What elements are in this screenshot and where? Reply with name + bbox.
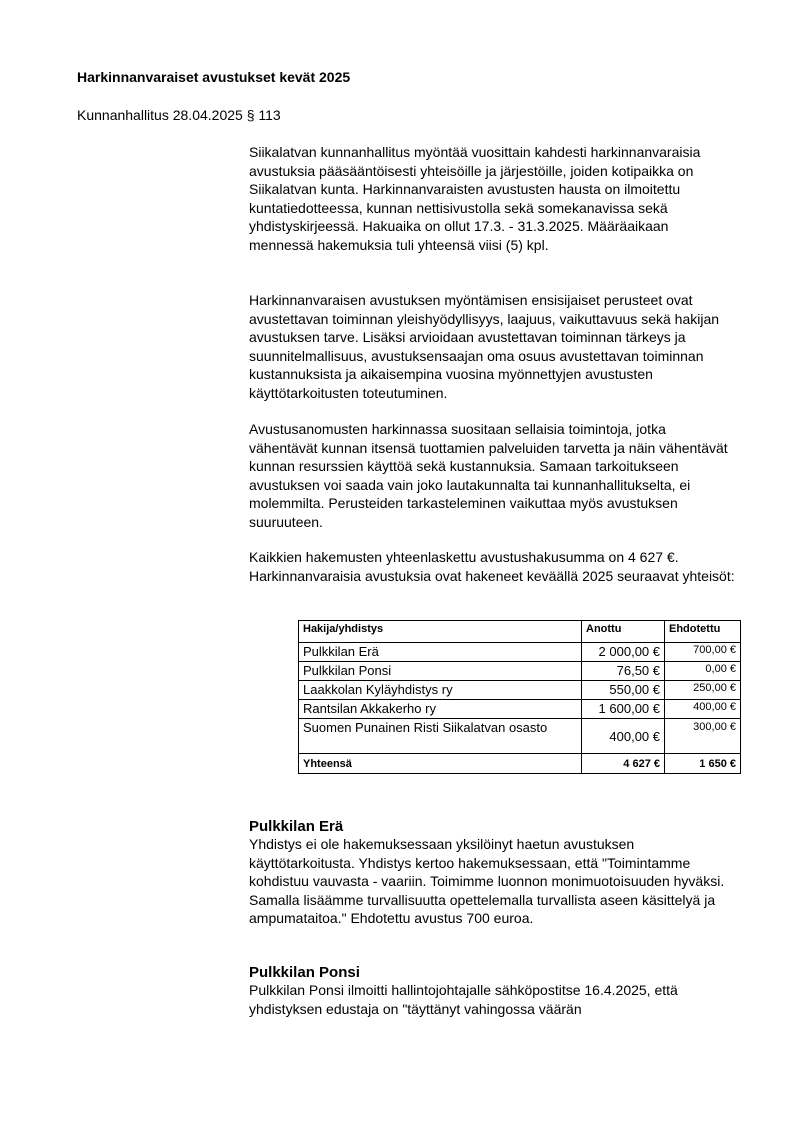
paragraph-text: Pulkkilan Ponsi ilmoitti hallintojohtajalle sähköpostitse 16.4.2025, että yhdistyksen edustaja on "täyttänyt vahingossa väärän bbox=[249, 982, 678, 1017]
cell-proposed: 300,00 € bbox=[665, 719, 741, 754]
cell-proposed: 700,00 € bbox=[665, 643, 741, 662]
cell-applicant: Laakkolan Kyläyhdistys ry bbox=[299, 681, 582, 700]
cell-applied: 76,50 € bbox=[582, 662, 665, 681]
cell-applied: 2 000,00 € bbox=[582, 643, 665, 662]
table-row bbox=[299, 643, 741, 662]
document-title: Harkinnanvaraiset avustukset kevät 2025 bbox=[77, 69, 351, 85]
cell-applicant: Suomen Punainen Risti Siikalatvan osasto bbox=[299, 719, 582, 754]
paragraph-text: Kaikkien hakemusten yhteenlaskettu avustushakusumma on 4 627 €. Harkinnanvaraisia avustuksia ovat hakeneet keväällä 2025 seuraavat yhteisöt: bbox=[249, 549, 735, 584]
paragraph-text: Harkinnanvaraisen avustuksen myöntämisen ensisijaiset perusteet ovat avustettavan toiminnan yleishyödyllisyys, laajuus, vaikuttavuus sekä hakijan avustuksen tarve. Lisäksi arvioidaan avustettavan toiminnan tärkeys ja suunnitelmallisuus, avustuksensaajan oma osuus avustettavan toiminnan kustannuksista ja aikaisempina vuosina myönnettyjen avustusten käyttötarkoitusten toteutuminen. bbox=[249, 292, 720, 401]
cell-total-label: Yhteensä bbox=[299, 754, 582, 774]
header-applied: Anottu bbox=[582, 621, 665, 643]
paragraph-total-sum bbox=[249, 548, 735, 585]
paragraph-text: Avustusanomusten harkinnassa suositaan sellaisia toimintoja, jotka vähentävät kunnan itsensä tuottamien palveluiden tarvetta ja näin vähentävät kunnan resurssien käyttöä sekä kustannuksia. Samaan tarkoitukseen avustuksen voi saada vain joko lautakunnalta tai kunnanhallitukselta, ei molemmilta. Perusteiden tarkasteleminen vaikuttaa myös avustuksen suuruuteen. bbox=[249, 421, 728, 530]
header-applicant: Hakija/yhdistys bbox=[299, 621, 582, 643]
meeting-reference: Kunnanhallitus 28.04.2025 § 113 bbox=[77, 107, 281, 123]
cell-proposed: 400,00 € bbox=[665, 700, 741, 719]
section-heading-pulkkilan-era: Pulkkilan Erä bbox=[249, 818, 344, 835]
paragraph-text: Siikalatvan kunnanhallitus myöntää vuosittain kahdesti harkinnanvaraisia avustuksia pääsääntöisesti yhteisöille ja järjestöille, joiden kotipaikka on Siikalatvan kunta. Harkinnanvaraisten avustusten hausta on ilmoitettu kuntatiedotteessa, kunnan nettisivustolla sekä somekanavissa sekä yhdistyskirjeessä. Hakuaika on ollut 17.3. - 31.3.2025. Määräaikaan mennessä hakemuksia tuli yhteensä viisi (5) kpl. bbox=[249, 144, 701, 253]
table-row bbox=[299, 681, 741, 700]
cell-applied: 400,00 € bbox=[582, 719, 665, 754]
grants-table bbox=[298, 620, 741, 774]
cell-applicant: Pulkkilan Ponsi bbox=[299, 662, 582, 681]
section-text-pulkkilan-era bbox=[249, 835, 735, 928]
table-row bbox=[299, 700, 741, 719]
paragraph-text: Yhdistys ei ole hakemuksessaan yksilöinyt haetun avustuksen käyttötarkoitusta. Yhdistys kertoo hakemuksessaan, että "Toimintamme kohdistuu vauvasta - vaariin. Toimimme luonnon monimuotoisuuden hyväksi. Samalla lisäämme turvallisuutta opettelemalla turvallista aseen käsittelyä ja ampumataitoa." Ehdotettu avustus 700 euroa. bbox=[249, 836, 725, 927]
paragraph-intro bbox=[249, 143, 735, 255]
table-header-row bbox=[299, 621, 741, 643]
table-row bbox=[299, 662, 741, 681]
section-heading-pulkkilan-ponsi: Pulkkilan Ponsi bbox=[249, 964, 360, 981]
paragraph-preference bbox=[249, 420, 735, 532]
cell-proposed: 0,00 € bbox=[665, 662, 741, 681]
table-row bbox=[299, 719, 741, 754]
cell-total-proposed: 1 650 € bbox=[665, 754, 741, 774]
cell-applicant: Pulkkilan Erä bbox=[299, 643, 582, 662]
cell-proposed: 250,00 € bbox=[665, 681, 741, 700]
table-total-row bbox=[299, 754, 741, 774]
paragraph-criteria bbox=[249, 291, 735, 403]
header-proposed: Ehdotettu bbox=[665, 621, 741, 643]
cell-total-applied: 4 627 € bbox=[582, 754, 665, 774]
cell-applicant: Rantsilan Akkakerho ry bbox=[299, 700, 582, 719]
section-text-pulkkilan-ponsi bbox=[249, 981, 735, 1018]
cell-applied: 550,00 € bbox=[582, 681, 665, 700]
cell-applied: 1 600,00 € bbox=[582, 700, 665, 719]
